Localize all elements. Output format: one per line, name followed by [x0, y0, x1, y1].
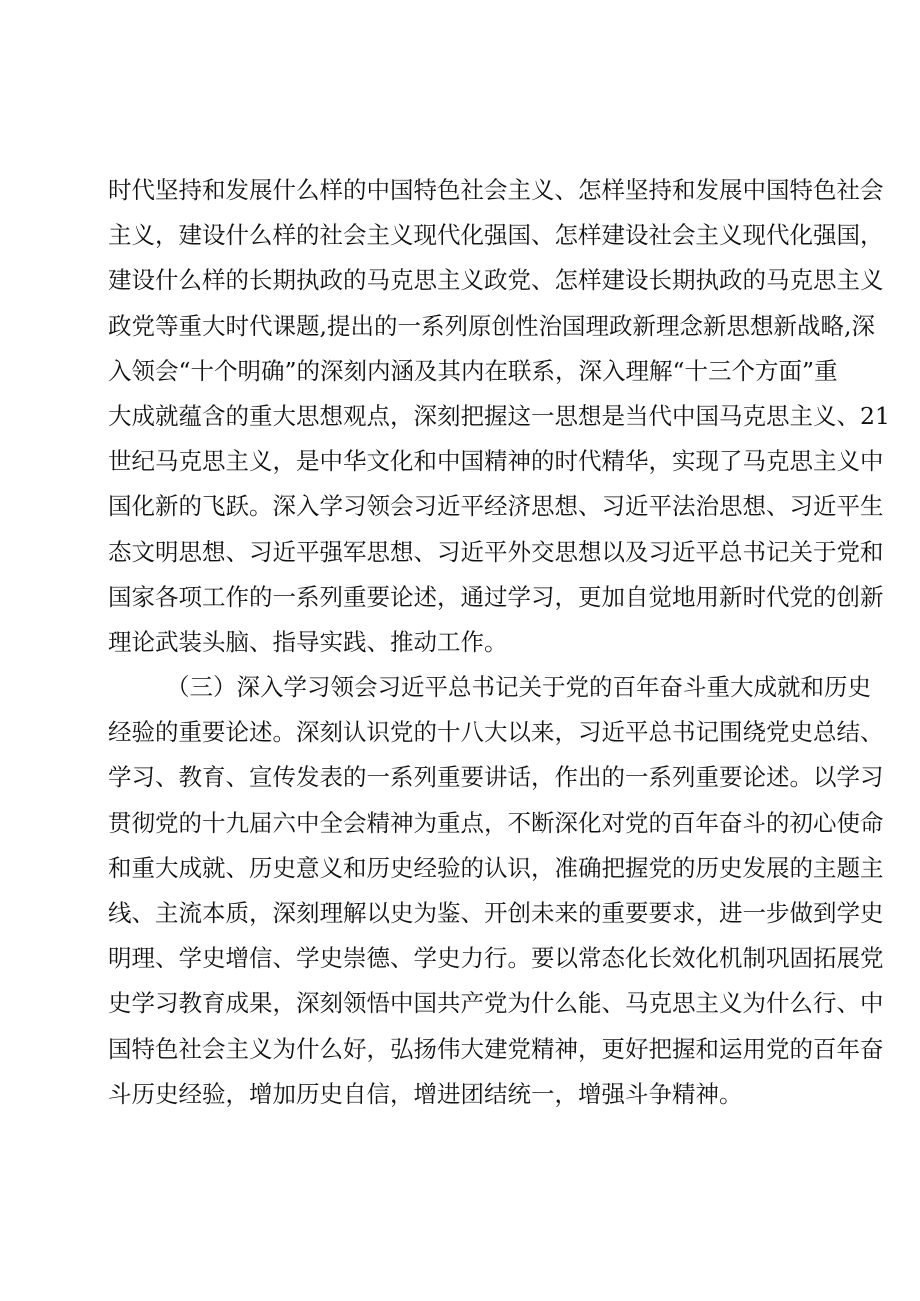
text-line: 主 义 ， 建 设 什 么 样 的 社 会 主 义 现 代 化 强 国 、 怎 样 建 设 社 会 主 义 现 代 化 强 国 ， — [108, 221, 884, 250]
paragraph — [108, 168, 890, 665]
text-line: 国 化 新 的 飞 跃 。 深 入 学 习 领 会 习 近 平 经 济 思 想 、 习 近 平 法 治 思 想 、 习 近 平 生 — [108, 492, 884, 521]
text-line: 学 习 、 教 育 、 宣 传 发 表 的 一 系 列 重 要 讲 话 ， 作 出 的 一 系 列 重 要 论 述 。 以 学 习 — [108, 763, 884, 792]
text-line: 经 验 的 重 要 论 述 。 深 刻 认 识 党 的 十 八 大 以 来 ， 习 近 平 总 书 记 围 绕 党 史 总 结 、 — [108, 718, 884, 747]
text-line: 和 重 大 成 就 、 历 史 意 义 和 历 史 经 验 的 认 识 ， 准 确 把 握 党 的 历 史 发 展 的 主 题 主 — [108, 853, 884, 882]
text-line: 世 纪 马 克 思 主 义 ， 是 中 华 文 化 和 中 国 精 神 的 时 代 精 华 ， 实 现 了 马 克 思 主 义 中 — [108, 447, 884, 476]
document-body — [108, 168, 890, 1117]
text-line: 斗历史经验，增加历史自信，增进团结统一，增强斗争精神。 — [108, 1079, 743, 1108]
text-line: （ 三 ） 深 入 学 习 领 会 习 近 平 总 书 记 关 于 党 的 百 年 奋 斗 重 大 成 就 和 历 史 — [166, 673, 871, 702]
text-line: 政 党 等 重 大 时 代 课 题 , 提 出 的 一 系 列 原 创 性 治 国 理 政 新 理 念 新 思 想 新 战 略 , 深 — [108, 311, 875, 340]
text-line: 入 领 会 “ 十 个 明 确 ” 的 深 刻 内 涵 及 其 内 在 联 系 ， 深 入 理 解 “ 十 三 个 方 面 ” 重 — [108, 356, 838, 385]
text-line: 贯 彻 党 的 十 九 届 六 中 全 会 精 神 为 重 点 ， 不 断 深 化 对 党 的 百 年 奋 斗 的 初 心 使 命 — [108, 808, 884, 837]
text-line: 国 家 各 项 工 作 的 一 系 列 重 要 论 述 ， 通 过 学 习 ， 更 加 自 觉 地 用 新 时 代 党 的 创 新 — [108, 582, 884, 611]
text-line: 时 代 坚 持 和 发 展 什 么 样 的 中 国 特 色 社 会 主 义 、 怎 样 坚 持 和 发 展 中 国 特 色 社 会 — [108, 176, 884, 204]
text-line: 明 理 、 学 史 增 信 、 学 史 崇 德 、 学 史 力 行 。 要 以 常 态 化 长 效 化 机 制 巩 固 拓 展 党 — [108, 944, 884, 973]
paragraph — [108, 665, 884, 1117]
text-line: 大 成 就 蕴 含 的 重 大 思 想 观 点 ， 深 刻 把 握 这 一 思 想 是 当 代 中 国 马 克 思 主 义 、 21 — [108, 401, 890, 430]
text-line: 线 、 主 流 本 质 ， 深 刻 理 解 以 史 为 鉴 、 开 创 未 来 的 重 要 要 求 ， 进 一 步 做 到 学 史 — [108, 899, 884, 927]
text-line: 理论武装头脑、指导实践、推动工作。 — [108, 627, 508, 656]
text-line: 史 学 习 教 育 成 果 ， 深 刻 领 悟 中 国 共 产 党 为 什 么 能 、 马 克 思 主 义 为 什 么 行 、 中 — [108, 989, 884, 1018]
text-line: 国 特 色 社 会 主 义 为 什 么 好 ， 弘 扬 伟 大 建 党 精 神 ， 更 好 把 握 和 运 用 党 的 百 年 奋 — [108, 1034, 884, 1063]
text-line: 建 设 什 么 样 的 长 期 执 政 的 马 克 思 主 义 政 党 、 怎 样 建 设 长 期 执 政 的 马 克 思 主 义 — [108, 266, 884, 295]
text-line: 态 文 明 思 想 、 习 近 平 强 军 思 想 、 习 近 平 外 交 思 想 以 及 习 近 平 总 书 记 关 于 党 和 — [108, 537, 884, 566]
